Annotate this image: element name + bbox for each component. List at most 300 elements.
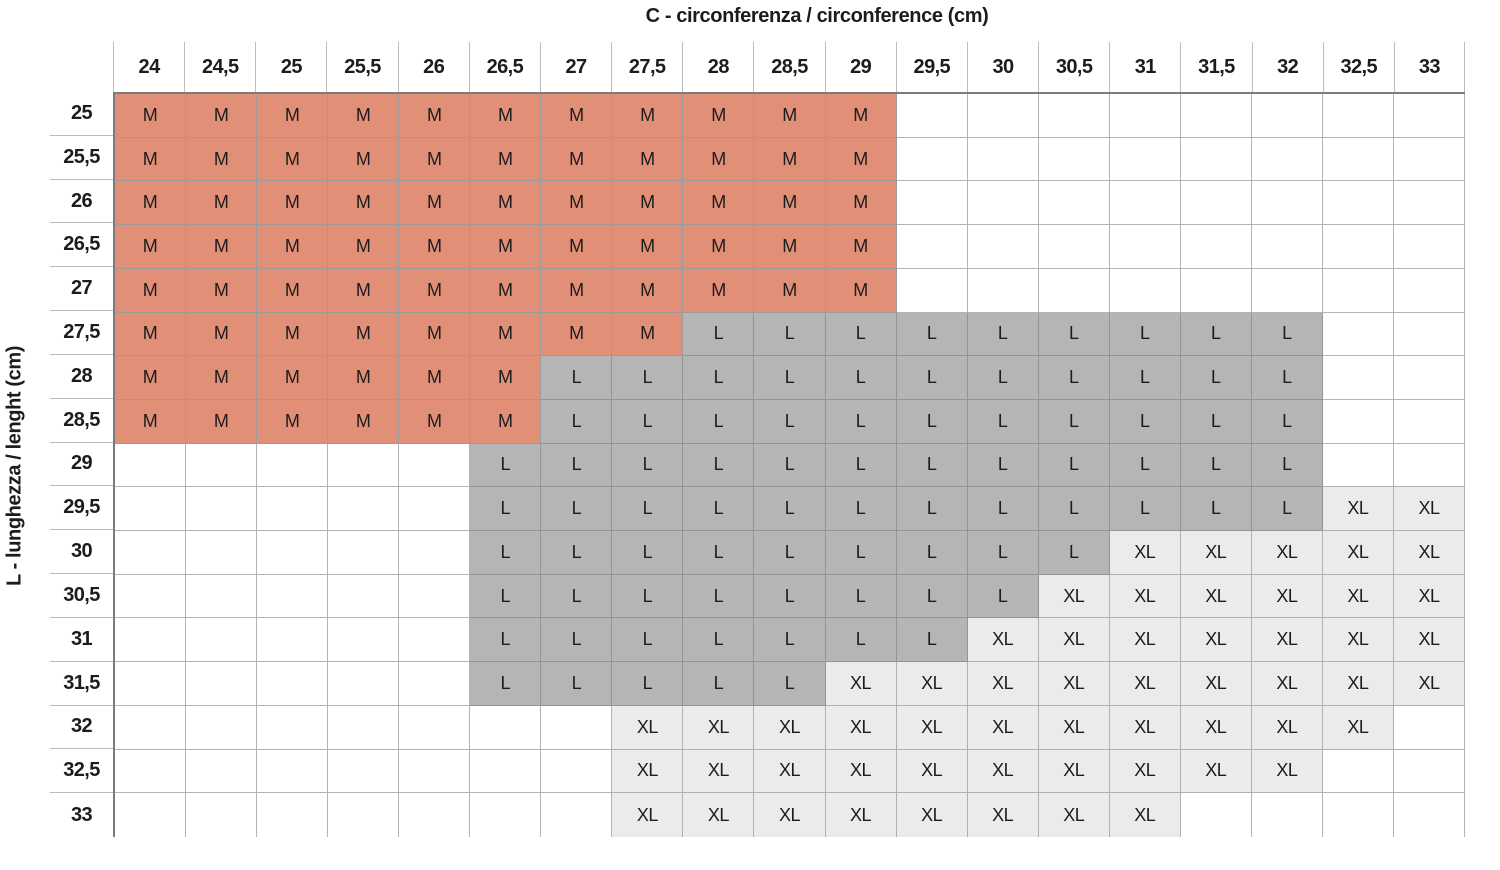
size-cell-c25-l28,5: M xyxy=(257,400,328,444)
size-cell-c27-l25: M xyxy=(541,94,612,138)
size-cell-c25,5-l26: M xyxy=(328,181,399,225)
size-cell-c24,5-l27,5: M xyxy=(186,313,257,357)
row-header-32: 32 xyxy=(50,706,113,750)
size-cell-c27,5-l27: M xyxy=(612,269,683,313)
size-cell-c31,5-l26,5 xyxy=(1181,225,1252,269)
size-cell-c30,5-l26,5 xyxy=(1039,225,1110,269)
size-cell-c25-l31,5 xyxy=(257,662,328,706)
size-cell-c31,5-l26 xyxy=(1181,181,1252,225)
size-cell-c24-l26: M xyxy=(115,181,186,225)
size-cell-c28,5-l27: M xyxy=(754,269,825,313)
size-cell-c30-l29,5: L xyxy=(968,487,1039,531)
size-cell-c31-l32,5: XL xyxy=(1110,750,1181,794)
size-cell-c27-l26,5: M xyxy=(541,225,612,269)
size-cell-c31-l25,5 xyxy=(1110,138,1181,182)
size-cell-c31,5-l25,5 xyxy=(1181,138,1252,182)
size-cell-c30-l31: XL xyxy=(968,618,1039,662)
size-cell-c24,5-l33 xyxy=(186,793,257,837)
row-header-31: 31 xyxy=(50,618,113,662)
size-cell-c33-l30,5: XL xyxy=(1394,575,1465,619)
size-cell-c26,5-l30,5: L xyxy=(470,575,541,619)
size-cell-c29-l28: L xyxy=(826,356,897,400)
size-cell-c28,5-l26,5: M xyxy=(754,225,825,269)
size-cell-c31,5-l30,5: XL xyxy=(1181,575,1252,619)
size-cell-c32-l31,5: XL xyxy=(1252,662,1323,706)
size-cell-c28-l31,5: L xyxy=(683,662,754,706)
size-cell-c24-l30,5 xyxy=(115,575,186,619)
size-cell-c25,5-l28,5: M xyxy=(328,400,399,444)
size-cell-c30,5-l33: XL xyxy=(1039,793,1110,837)
size-cell-c29-l28,5: L xyxy=(826,400,897,444)
size-cell-c33-l33 xyxy=(1394,793,1465,837)
column-header-31: 31 xyxy=(1109,42,1180,92)
size-cell-c31,5-l28: L xyxy=(1181,356,1252,400)
size-cell-c25-l29,5 xyxy=(257,487,328,531)
size-cell-c32-l29,5: L xyxy=(1252,487,1323,531)
size-cell-c26-l30 xyxy=(399,531,470,575)
size-cell-c28,5-l25: M xyxy=(754,94,825,138)
size-cell-c27-l27: M xyxy=(541,269,612,313)
size-cell-c29,5-l27,5: L xyxy=(897,313,968,357)
size-cell-c25,5-l31,5 xyxy=(328,662,399,706)
size-cell-c30-l31,5: XL xyxy=(968,662,1039,706)
size-cell-c28-l27,5: L xyxy=(683,313,754,357)
size-cell-c33-l27 xyxy=(1394,269,1465,313)
size-cell-c31-l28,5: L xyxy=(1110,400,1181,444)
size-cell-c33-l29 xyxy=(1394,444,1465,488)
column-header-26: 26 xyxy=(398,42,469,92)
size-cell-c27,5-l25: M xyxy=(612,94,683,138)
size-cell-c33-l25 xyxy=(1394,94,1465,138)
size-cell-c32-l25,5 xyxy=(1252,138,1323,182)
size-cell-c25-l26,5: M xyxy=(257,225,328,269)
size-cell-c31-l31: XL xyxy=(1110,618,1181,662)
size-cell-c27-l27,5: M xyxy=(541,313,612,357)
size-cell-c29-l33: XL xyxy=(826,793,897,837)
size-cell-c24,5-l28,5: M xyxy=(186,400,257,444)
size-cell-c31-l29,5: L xyxy=(1110,487,1181,531)
size-cell-c28,5-l33: XL xyxy=(754,793,825,837)
size-cell-c27,5-l26,5: M xyxy=(612,225,683,269)
size-cell-c27,5-l29,5: L xyxy=(612,487,683,531)
size-cell-c28,5-l29: L xyxy=(754,444,825,488)
size-cell-c30,5-l31,5: XL xyxy=(1039,662,1110,706)
size-cell-c24,5-l28: M xyxy=(186,356,257,400)
size-cell-c30,5-l29,5: L xyxy=(1039,487,1110,531)
size-cell-c29-l32: XL xyxy=(826,706,897,750)
size-cell-c32,5-l31,5: XL xyxy=(1323,662,1394,706)
size-cell-c25-l28: M xyxy=(257,356,328,400)
size-cell-c29-l29,5: L xyxy=(826,487,897,531)
size-cell-c33-l31,5: XL xyxy=(1394,662,1465,706)
size-cell-c30,5-l25 xyxy=(1039,94,1110,138)
size-cell-c26,5-l28,5: M xyxy=(470,400,541,444)
size-cell-c28-l32,5: XL xyxy=(683,750,754,794)
size-cell-c27-l31: L xyxy=(541,618,612,662)
size-cell-c26-l32,5 xyxy=(399,750,470,794)
size-cell-c31,5-l32,5: XL xyxy=(1181,750,1252,794)
size-cell-c33-l31: XL xyxy=(1394,618,1465,662)
column-header-30,5: 30,5 xyxy=(1038,42,1109,92)
size-cell-c31,5-l30: XL xyxy=(1181,531,1252,575)
size-cell-c33-l26 xyxy=(1394,181,1465,225)
size-cell-c24-l27,5: M xyxy=(115,313,186,357)
size-cell-c24,5-l26,5: M xyxy=(186,225,257,269)
size-cell-c28-l30: L xyxy=(683,531,754,575)
size-cell-c28,5-l28: L xyxy=(754,356,825,400)
size-cell-c27,5-l27,5: M xyxy=(612,313,683,357)
size-cell-c26,5-l25,5: M xyxy=(470,138,541,182)
size-cell-c25,5-l32,5 xyxy=(328,750,399,794)
size-cell-c24,5-l27: M xyxy=(186,269,257,313)
size-cell-c33-l30: XL xyxy=(1394,531,1465,575)
size-cell-c27,5-l25,5: M xyxy=(612,138,683,182)
size-cell-c30,5-l29: L xyxy=(1039,444,1110,488)
size-cell-c27-l32 xyxy=(541,706,612,750)
size-cell-c27,5-l31: L xyxy=(612,618,683,662)
size-cell-c32,5-l29 xyxy=(1323,444,1394,488)
size-cell-c29,5-l26,5 xyxy=(897,225,968,269)
size-cell-c32,5-l30: XL xyxy=(1323,531,1394,575)
size-cell-c24,5-l25: M xyxy=(186,94,257,138)
row-header-30: 30 xyxy=(50,530,113,574)
column-header-25: 25 xyxy=(255,42,326,92)
size-cell-c26,5-l27: M xyxy=(470,269,541,313)
size-cell-c27,5-l30: L xyxy=(612,531,683,575)
row-header-25: 25 xyxy=(50,92,113,136)
size-cell-c25,5-l33 xyxy=(328,793,399,837)
row-header-30,5: 30,5 xyxy=(50,574,113,618)
size-cell-c27,5-l32,5: XL xyxy=(612,750,683,794)
size-cell-c27-l29: L xyxy=(541,444,612,488)
size-cell-c26-l25,5: M xyxy=(399,138,470,182)
column-header-27,5: 27,5 xyxy=(611,42,682,92)
size-cell-c29,5-l31,5: XL xyxy=(897,662,968,706)
size-cell-c25,5-l27: M xyxy=(328,269,399,313)
size-cell-c30,5-l27 xyxy=(1039,269,1110,313)
size-cell-c29,5-l28,5: L xyxy=(897,400,968,444)
size-cell-c28-l31: L xyxy=(683,618,754,662)
size-cell-c32-l28,5: L xyxy=(1252,400,1323,444)
size-cell-c27-l30,5: L xyxy=(541,575,612,619)
size-cell-c26,5-l26: M xyxy=(470,181,541,225)
size-cell-c24,5-l31,5 xyxy=(186,662,257,706)
size-cell-c26,5-l31: L xyxy=(470,618,541,662)
size-cell-c30-l28: L xyxy=(968,356,1039,400)
size-cell-c33-l32,5 xyxy=(1394,750,1465,794)
column-header-32,5: 32,5 xyxy=(1323,42,1394,92)
size-cell-c26,5-l33 xyxy=(470,793,541,837)
column-header-28,5: 28,5 xyxy=(753,42,824,92)
size-cell-c26-l33 xyxy=(399,793,470,837)
size-cell-c25,5-l29,5 xyxy=(328,487,399,531)
size-cell-c26,5-l32 xyxy=(470,706,541,750)
size-cell-c32,5-l26,5 xyxy=(1323,225,1394,269)
size-cell-c25,5-l27,5: M xyxy=(328,313,399,357)
size-cell-c30-l26,5 xyxy=(968,225,1039,269)
size-cell-c30,5-l25,5 xyxy=(1039,138,1110,182)
size-cell-c24-l29 xyxy=(115,444,186,488)
size-cell-c30-l30: L xyxy=(968,531,1039,575)
size-cell-c28,5-l32: XL xyxy=(754,706,825,750)
row-header-26: 26 xyxy=(50,180,113,224)
size-cell-c26-l25: M xyxy=(399,94,470,138)
size-cell-c25,5-l25,5: M xyxy=(328,138,399,182)
size-cell-c31-l29: L xyxy=(1110,444,1181,488)
size-cell-c24-l28: M xyxy=(115,356,186,400)
size-cell-c26-l31 xyxy=(399,618,470,662)
size-cell-c28-l27: M xyxy=(683,269,754,313)
size-cell-c28-l28,5: L xyxy=(683,400,754,444)
size-cell-c30,5-l27,5: L xyxy=(1039,313,1110,357)
size-cell-c32-l29: L xyxy=(1252,444,1323,488)
size-cell-c30-l33: XL xyxy=(968,793,1039,837)
size-cell-c28-l30,5: L xyxy=(683,575,754,619)
size-cell-c25-l32 xyxy=(257,706,328,750)
size-cell-c30-l25,5 xyxy=(968,138,1039,182)
size-cell-c27,5-l28: L xyxy=(612,356,683,400)
size-cell-c32-l26,5 xyxy=(1252,225,1323,269)
size-cell-c32,5-l25 xyxy=(1323,94,1394,138)
size-cell-c26-l26: M xyxy=(399,181,470,225)
size-cell-c26-l29,5 xyxy=(399,487,470,531)
size-cell-c24,5-l31 xyxy=(186,618,257,662)
size-cell-c28,5-l30,5: L xyxy=(754,575,825,619)
column-header-26,5: 26,5 xyxy=(469,42,540,92)
size-cell-c24,5-l29 xyxy=(186,444,257,488)
size-cell-c29-l25,5: M xyxy=(826,138,897,182)
size-cell-c32,5-l32: XL xyxy=(1323,706,1394,750)
size-cell-c28,5-l31,5: L xyxy=(754,662,825,706)
size-grid xyxy=(113,92,1465,837)
size-cell-c27,5-l29: L xyxy=(612,444,683,488)
size-cell-c32,5-l28,5 xyxy=(1323,400,1394,444)
size-cell-c31,5-l27 xyxy=(1181,269,1252,313)
row-header-28: 28 xyxy=(50,355,113,399)
size-cell-c26,5-l27,5: M xyxy=(470,313,541,357)
size-cell-c24,5-l32 xyxy=(186,706,257,750)
size-cell-c24,5-l32,5 xyxy=(186,750,257,794)
size-cell-c30,5-l32: XL xyxy=(1039,706,1110,750)
size-cell-c29,5-l27 xyxy=(897,269,968,313)
size-cell-c29-l32,5: XL xyxy=(826,750,897,794)
row-header-32,5: 32,5 xyxy=(50,749,113,793)
size-cell-c29-l26,5: M xyxy=(826,225,897,269)
size-cell-c24,5-l30,5 xyxy=(186,575,257,619)
column-header-27: 27 xyxy=(540,42,611,92)
size-cell-c27-l28: L xyxy=(541,356,612,400)
size-cell-c31,5-l28,5: L xyxy=(1181,400,1252,444)
size-cell-c29-l31,5: XL xyxy=(826,662,897,706)
row-header-25,5: 25,5 xyxy=(50,136,113,180)
size-cell-c26-l27,5: M xyxy=(399,313,470,357)
size-cell-c25-l26: M xyxy=(257,181,328,225)
size-cell-c28,5-l32,5: XL xyxy=(754,750,825,794)
size-cell-c30-l25 xyxy=(968,94,1039,138)
size-cell-c33-l25,5 xyxy=(1394,138,1465,182)
size-cell-c32-l25 xyxy=(1252,94,1323,138)
size-cell-c29,5-l33: XL xyxy=(897,793,968,837)
size-cell-c29-l26: M xyxy=(826,181,897,225)
size-cell-c27,5-l28,5: L xyxy=(612,400,683,444)
size-cell-c27,5-l26: M xyxy=(612,181,683,225)
size-cell-c31-l33: XL xyxy=(1110,793,1181,837)
size-cell-c30,5-l28: L xyxy=(1039,356,1110,400)
column-header-29: 29 xyxy=(825,42,896,92)
size-cell-c24-l26,5: M xyxy=(115,225,186,269)
size-cell-c30-l27,5: L xyxy=(968,313,1039,357)
size-cell-c31-l30: XL xyxy=(1110,531,1181,575)
size-cell-c24,5-l29,5 xyxy=(186,487,257,531)
size-cell-c29,5-l31: L xyxy=(897,618,968,662)
size-cell-c31,5-l25 xyxy=(1181,94,1252,138)
size-cell-c24-l32,5 xyxy=(115,750,186,794)
size-cell-c29-l29: L xyxy=(826,444,897,488)
size-cell-c31-l26 xyxy=(1110,181,1181,225)
length-axis-title: L - lunghezza / lenght (cm) xyxy=(3,346,26,586)
size-cell-c26-l29 xyxy=(399,444,470,488)
size-cell-c30,5-l32,5: XL xyxy=(1039,750,1110,794)
size-cell-c26,5-l25: M xyxy=(470,94,541,138)
size-cell-c24-l28,5: M xyxy=(115,400,186,444)
size-cell-c31-l27 xyxy=(1110,269,1181,313)
size-cell-c33-l27,5 xyxy=(1394,313,1465,357)
size-cell-c26-l28,5: M xyxy=(399,400,470,444)
column-header-32: 32 xyxy=(1252,42,1323,92)
size-cell-c26,5-l29,5: L xyxy=(470,487,541,531)
column-header-30: 30 xyxy=(967,42,1038,92)
size-cell-c26-l31,5 xyxy=(399,662,470,706)
size-cell-c27,5-l31,5: L xyxy=(612,662,683,706)
size-cell-c28,5-l27,5: L xyxy=(754,313,825,357)
size-cell-c32-l28: L xyxy=(1252,356,1323,400)
size-cell-c32,5-l31: XL xyxy=(1323,618,1394,662)
size-cell-c28,5-l31: L xyxy=(754,618,825,662)
size-cell-c25,5-l28: M xyxy=(328,356,399,400)
size-cell-c28-l32: XL xyxy=(683,706,754,750)
size-cell-c33-l28,5 xyxy=(1394,400,1465,444)
size-cell-c28-l33: XL xyxy=(683,793,754,837)
size-cell-c32,5-l25,5 xyxy=(1323,138,1394,182)
size-cell-c32-l26 xyxy=(1252,181,1323,225)
size-cell-c25,5-l30 xyxy=(328,531,399,575)
size-cell-c24-l25: M xyxy=(115,94,186,138)
size-cell-c31-l28: L xyxy=(1110,356,1181,400)
size-cell-c30,5-l30: L xyxy=(1039,531,1110,575)
size-cell-c31,5-l32: XL xyxy=(1181,706,1252,750)
size-cell-c30,5-l26 xyxy=(1039,181,1110,225)
column-header-31,5: 31,5 xyxy=(1180,42,1251,92)
size-cell-c24-l29,5 xyxy=(115,487,186,531)
size-cell-c27,5-l33: XL xyxy=(612,793,683,837)
row-header-33: 33 xyxy=(70,803,93,826)
size-cell-c29,5-l30,5: L xyxy=(897,575,968,619)
size-cell-c28-l26,5: M xyxy=(683,225,754,269)
size-cell-c31,5-l27,5: L xyxy=(1181,313,1252,357)
size-cell-c29,5-l32,5: XL xyxy=(897,750,968,794)
size-cell-c27-l30: L xyxy=(541,531,612,575)
size-cell-c25-l30 xyxy=(257,531,328,575)
row-header-28,5: 28,5 xyxy=(50,399,113,443)
size-cell-c30-l26 xyxy=(968,181,1039,225)
size-cell-c29,5-l30: L xyxy=(897,531,968,575)
size-cell-c33-l32 xyxy=(1394,706,1465,750)
size-cell-c30-l28,5: L xyxy=(968,400,1039,444)
size-cell-c29-l30,5: L xyxy=(826,575,897,619)
size-cell-c32,5-l33 xyxy=(1323,793,1394,837)
size-cell-c32-l32,5: XL xyxy=(1252,750,1323,794)
size-cell-c27,5-l32: XL xyxy=(612,706,683,750)
size-cell-c30,5-l28,5: L xyxy=(1039,400,1110,444)
size-cell-c25,5-l30,5 xyxy=(328,575,399,619)
size-cell-c29,5-l26 xyxy=(897,181,968,225)
size-cell-c33-l28 xyxy=(1394,356,1465,400)
column-header-29,5: 29,5 xyxy=(896,42,967,92)
size-cell-c29,5-l32: XL xyxy=(897,706,968,750)
size-cell-c25-l32,5 xyxy=(257,750,328,794)
size-cell-c29,5-l25 xyxy=(897,94,968,138)
size-cell-c28,5-l26: M xyxy=(754,181,825,225)
size-cell-c25,5-l31 xyxy=(328,618,399,662)
size-cell-c31-l32: XL xyxy=(1110,706,1181,750)
size-cell-c32-l32: XL xyxy=(1252,706,1323,750)
size-cell-c29-l30: L xyxy=(826,531,897,575)
row-header-29: 29 xyxy=(50,443,113,487)
size-cell-c32,5-l30,5: XL xyxy=(1323,575,1394,619)
size-cell-c31,5-l29: L xyxy=(1181,444,1252,488)
size-cell-c25-l27,5: M xyxy=(257,313,328,357)
size-cell-c26-l32 xyxy=(399,706,470,750)
size-cell-c32,5-l26 xyxy=(1323,181,1394,225)
size-cell-c33-l26,5 xyxy=(1394,225,1465,269)
size-cell-c32-l30,5: XL xyxy=(1252,575,1323,619)
size-cell-c32-l30: XL xyxy=(1252,531,1323,575)
size-cell-c26,5-l29: L xyxy=(470,444,541,488)
size-cell-c30-l32,5: XL xyxy=(968,750,1039,794)
column-header-33: 33 xyxy=(1394,42,1465,92)
size-cell-c25-l31 xyxy=(257,618,328,662)
size-cell-c32,5-l27 xyxy=(1323,269,1394,313)
size-cell-c29-l27: M xyxy=(826,269,897,313)
size-cell-c24,5-l26: M xyxy=(186,181,257,225)
size-cell-c30-l27 xyxy=(968,269,1039,313)
size-cell-c24-l31,5 xyxy=(115,662,186,706)
size-cell-c32,5-l29,5: XL xyxy=(1323,487,1394,531)
size-cell-c27-l33 xyxy=(541,793,612,837)
column-header-25,5: 25,5 xyxy=(326,42,397,92)
row-header-29,5: 29,5 xyxy=(50,486,113,530)
size-cell-c26-l28: M xyxy=(399,356,470,400)
size-cell-c32,5-l28 xyxy=(1323,356,1394,400)
size-cell-c33-l29,5: XL xyxy=(1394,487,1465,531)
size-cell-c25,5-l29 xyxy=(328,444,399,488)
size-cell-c26,5-l30: L xyxy=(470,531,541,575)
circumference-column-headers xyxy=(113,42,1465,92)
size-cell-c31-l31,5: XL xyxy=(1110,662,1181,706)
size-cell-c29-l31: L xyxy=(826,618,897,662)
size-cell-c29,5-l25,5 xyxy=(897,138,968,182)
size-cell-c24,5-l25,5: M xyxy=(186,138,257,182)
row-header-27,5: 27,5 xyxy=(50,311,113,355)
size-cell-c27-l29,5: L xyxy=(541,487,612,531)
size-cell-c31,5-l33 xyxy=(1181,793,1252,837)
size-cell-c24-l33 xyxy=(115,793,186,837)
size-cell-c30-l29: L xyxy=(968,444,1039,488)
size-cell-c27-l25,5: M xyxy=(541,138,612,182)
size-cell-c25-l33 xyxy=(257,793,328,837)
size-cell-c28-l29,5: L xyxy=(683,487,754,531)
size-cell-c28-l28: L xyxy=(683,356,754,400)
